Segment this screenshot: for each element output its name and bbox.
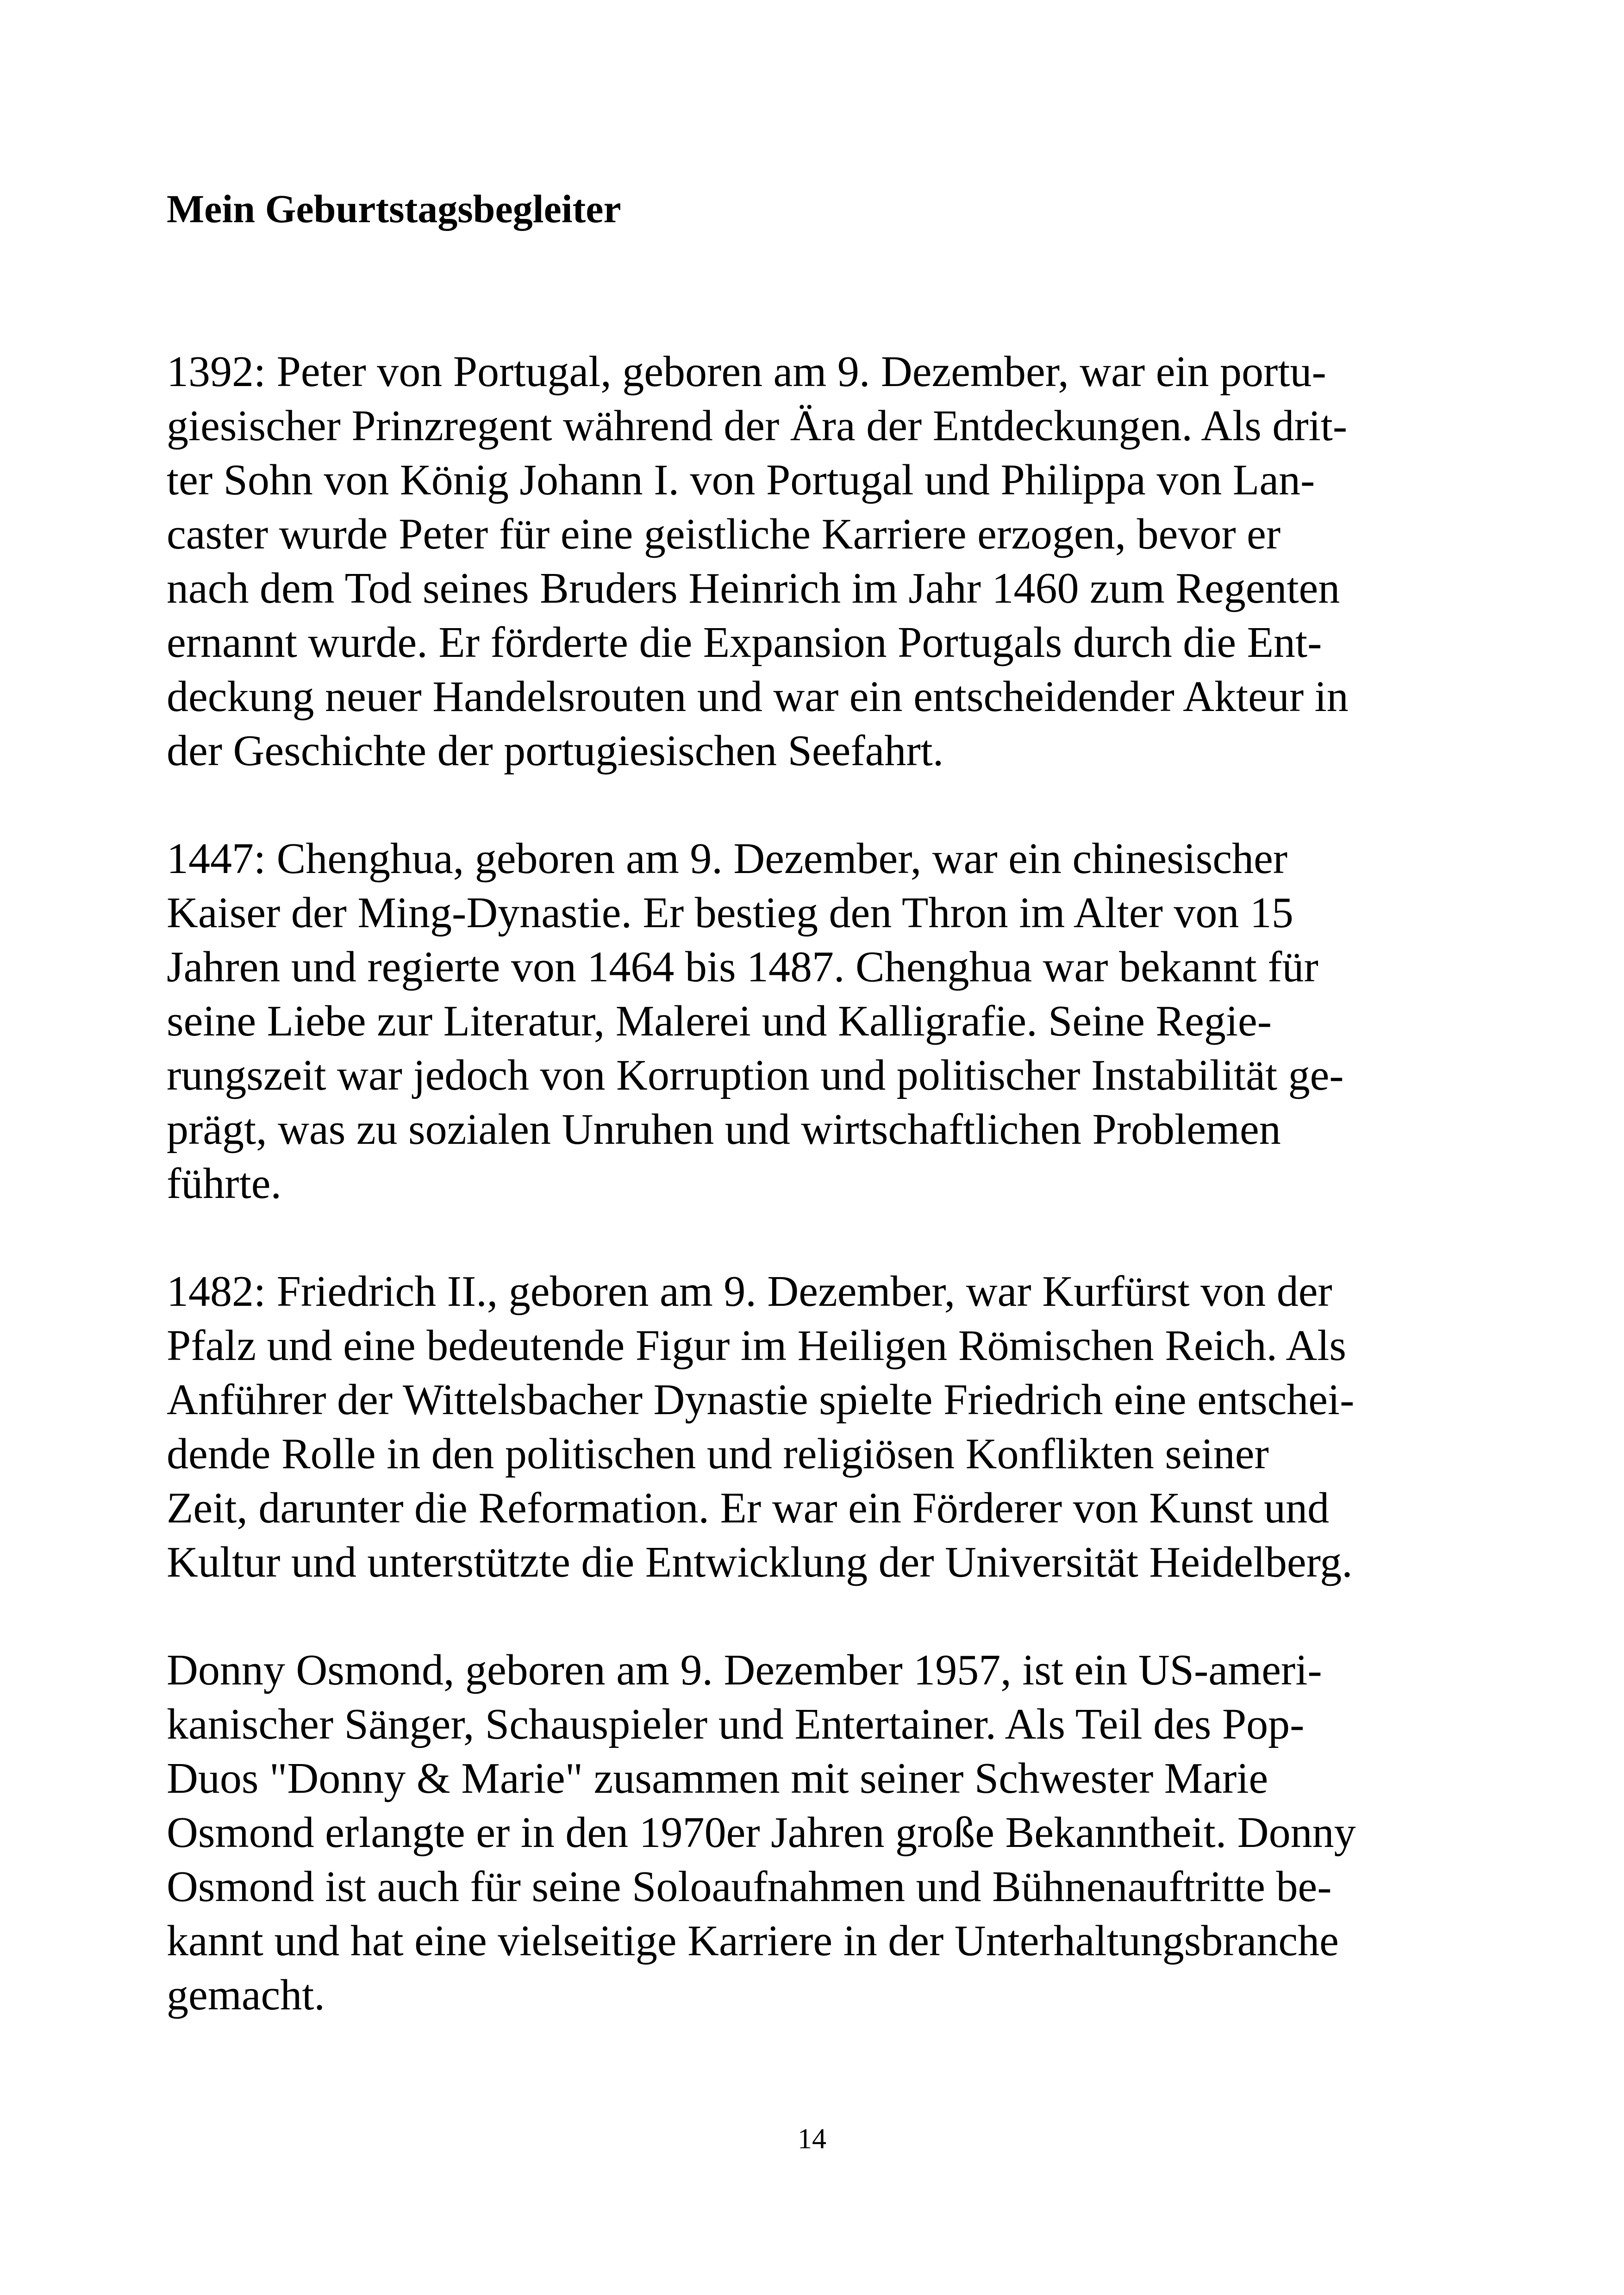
entry-chenghua: 1447: Chenghua, geboren am 9. Dezember, war ein chinesischer Kaiser der Ming-Dynastie. Er bestieg den Thron im Alter von 15 Jahren und regierte von 1464 bis 1487. Chenghua war bekannt für seine Liebe zur Literatur, Malerei und Kalligrafie. Seine Regie- rungszeit war jedoch von Korruption und politischer Instabilität ge- prägt, was zu sozialen Unruhen und wirtschaftlichen Problemen führte. xyxy=(167,835,1344,1208)
entry-friedrich-ii: 1482: Friedrich II., geboren am 9. Dezember, war Kurfürst von der Pfalz und eine bedeutende Figur im Heiligen Römischen Reich. Als Anführer der Wittelsbacher Dynastie spielte Friedrich eine entschei- dende Rolle in den politischen und religiösen Konflikten seiner Zeit, darunter die Reformation. Er war ein Förderer von Kunst und Kultur und unterstützte die Entwicklung der Universität Heidelberg. xyxy=(167,1267,1355,1586)
entry-peter-von-portugal: 1392: Peter von Portugal, geboren am 9. Dezember, war ein portu- giesischer Prinzregent während der Ära der Entdeckungen. Als drit- ter Sohn von König Johann I. von Portugal und Philippa von Lan- caster wurde Peter für eine geistliche Karriere erzogen, bevor er nach dem Tod seines Bruders Heinrich im Jahr 1460 zum Regenten ernannt wurde. Er förderte die Expansion Portugals durch die Ent- deckung neuer Handelsrouten und war ein entscheidender Akteur in der Geschichte der portugiesischen Seefahrt. xyxy=(167,348,1349,775)
document-body xyxy=(167,345,1435,2076)
page-number: 14 xyxy=(798,2123,826,2155)
entry-donny-osmond: Donny Osmond, geboren am 9. Dezember 1957, ist ein US-ameri- kanischer Sänger, Schauspieler und Entertainer. Als Teil des Pop- Duos "Donny & Marie" zusammen mit seiner Schwester Marie Osmond erlangte er in den 1970er Jahren große Bekanntheit. Donny Osmond ist auch für seine Soloaufnahmen und Bühnenauftritte be- kannt und hat eine vielseitige Karriere in der Unterhaltungsbranche gemacht. xyxy=(167,1646,1356,2019)
page-title: Mein Geburtstagsbegleiter xyxy=(167,187,621,231)
